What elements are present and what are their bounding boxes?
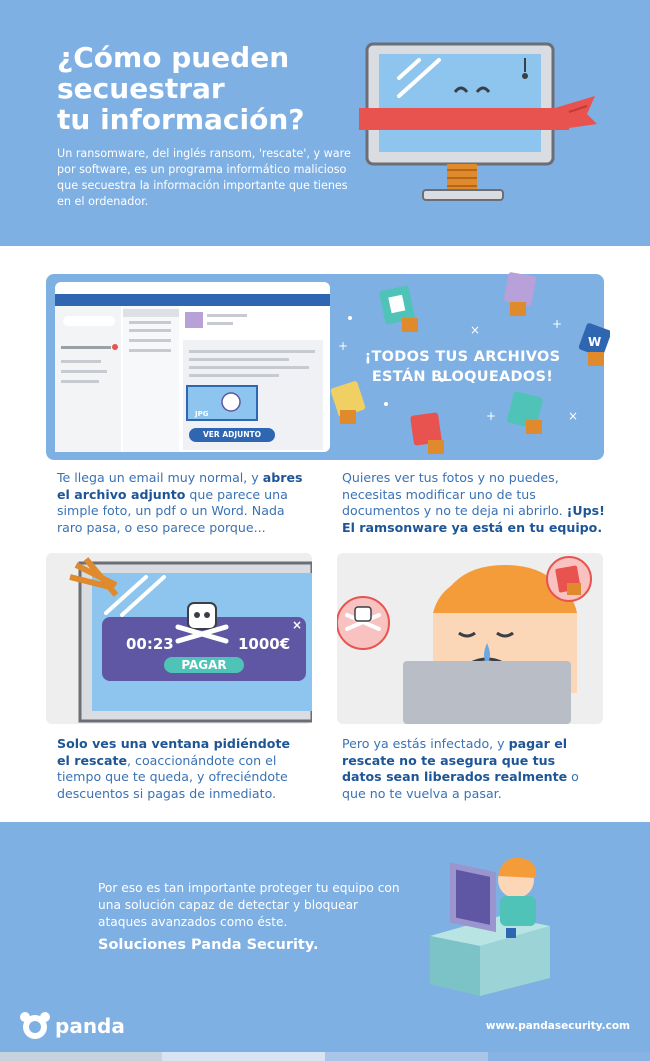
headline-line: ¡TODOS TUS ARCHIVOS bbox=[364, 349, 561, 365]
step-infected-text bbox=[342, 736, 592, 802]
email-client-illustration bbox=[55, 282, 330, 452]
footer-message: Por eso es tan importante proteger tu equipo con una solución capaz de detectar y bloquear ataques avanzados como éste. bbox=[98, 881, 400, 929]
step-text: o que no te vuelva a pasar. bbox=[342, 769, 579, 801]
headline-line: ESTÁN BLOQUEADOS! bbox=[371, 369, 554, 385]
step-text: Quieres ver tus fotos y no puedes, necesitas modificar uno de tus documentos y no te deja ni abrirlo. bbox=[342, 470, 567, 518]
page-title bbox=[57, 42, 357, 135]
svg-text:+: + bbox=[338, 339, 349, 353]
svg-text:+: + bbox=[486, 409, 497, 423]
jpg-label: JPG bbox=[195, 410, 209, 418]
step-text: que parece una simple foto, un pdf o un Word. Nada raro pasa, o eso parece porque... bbox=[57, 486, 288, 535]
infected-user-illustration bbox=[337, 553, 603, 724]
svg-text:+: + bbox=[552, 317, 563, 331]
color-stripe bbox=[325, 1052, 488, 1061]
title-line: secuestrar bbox=[57, 72, 225, 105]
color-stripe bbox=[0, 1052, 162, 1061]
tied-monitor-illustration bbox=[355, 38, 605, 210]
intro-description: Un ransomware, del inglés ransom, 'rescate', y ware por software, es un programa informático malicioso que secuestra la información importante que tienes en el ordenador. bbox=[57, 147, 351, 208]
locked-files-headline bbox=[355, 347, 570, 387]
countdown-timer: 00:23 bbox=[126, 635, 174, 653]
step-text: , coaccionándote con el tiempo que te queda, y ofreciéndote descuentos si pagas de inmediato. bbox=[57, 752, 288, 801]
step-locked-text bbox=[342, 470, 617, 536]
pay-button[interactable]: PAGAR bbox=[181, 658, 227, 672]
close-icon[interactable]: × bbox=[292, 618, 303, 632]
svg-text:×: × bbox=[470, 323, 481, 337]
step-text-bold: pagar el rescate no te asegura que tus datos sean liberados realmente bbox=[342, 736, 568, 784]
step-ransom-text bbox=[57, 736, 307, 802]
website-link[interactable]: www.pandasecurity.com bbox=[485, 1020, 630, 1032]
color-stripe bbox=[162, 1052, 325, 1061]
word-file-icon: W bbox=[588, 335, 602, 349]
step-text-bold: ¡Ups! El ramsonware ya está en tu equipo. bbox=[342, 503, 605, 535]
protected-user-illustration bbox=[420, 846, 560, 996]
title-line: ¿Cómo pueden bbox=[57, 41, 290, 74]
color-stripe bbox=[488, 1052, 650, 1061]
step-email-text bbox=[57, 470, 307, 536]
step-text-bold: Solo ves una ventana pidiéndote el rescate bbox=[57, 736, 291, 768]
step-text: Pero ya estás infectado, y bbox=[342, 736, 509, 751]
ransom-price: 1000€ bbox=[238, 635, 291, 653]
footer-brand-line: Soluciones Panda Security. bbox=[98, 937, 319, 953]
panda-logo-icon bbox=[20, 1012, 50, 1040]
svg-text:×: × bbox=[568, 409, 579, 423]
step-text: Te llega un email muy normal, y bbox=[57, 470, 263, 485]
view-attachment-button[interactable]: VER ADJUNTO bbox=[203, 430, 261, 439]
title-line: tu información? bbox=[57, 103, 305, 136]
step-text-bold: abres el archivo adjunto bbox=[57, 470, 303, 502]
panda-logo-text: panda bbox=[55, 1014, 125, 1038]
